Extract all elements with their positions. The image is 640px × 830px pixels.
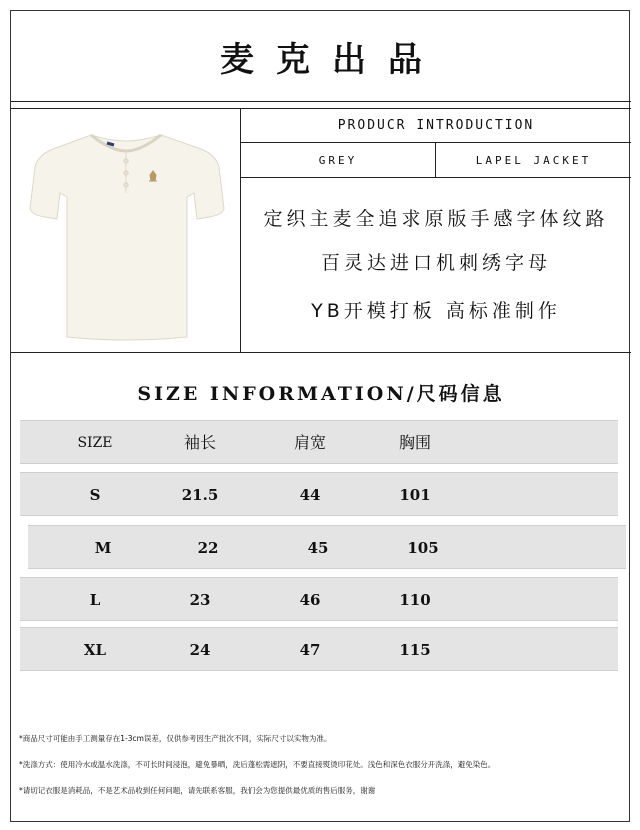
product-attributes <box>241 143 631 178</box>
service-note: *请切记衣服是消耗品，不是艺术品收到任何问题，请先联系客服，我们会为您提供最优质的售后服务，谢谢 <box>19 786 376 795</box>
chest-cell: 115 <box>399 641 431 659</box>
header-chest: 胸围 <box>398 433 431 452</box>
product-image <box>11 109 241 352</box>
shoulder-cell: 44 <box>299 486 321 504</box>
product-desc-line: YB开模打板 高标准制作 <box>311 300 561 322</box>
sleeve-cell: 21.5 <box>181 486 219 504</box>
product-desc-line: 定织主麦全追求原版手感字体纹路 <box>263 208 609 230</box>
shoulder-cell: 46 <box>299 591 321 609</box>
sleeve-cell: 24 <box>189 641 211 659</box>
washing-note: *洗涤方式：使用冷水或温水洗涤，不可长时间浸泡，避免暴晒，洗后蓬松需遮阴，不要直接熨烫印花处。浅色和深色衣服分开洗涤，避免染色。 <box>19 760 496 769</box>
product-style: LAPEL JACKET <box>475 154 592 167</box>
shoulder-cell: 47 <box>299 641 321 659</box>
size-table-row <box>20 472 618 516</box>
measurement-note: *商品尺寸可能由手工测量存在1-3cm误差，仅供参考因生产批次不同，实际尺寸以实物为准。 <box>19 734 332 743</box>
shoulder-cell: 45 <box>307 539 329 557</box>
size-table-row <box>20 577 618 621</box>
size-cell: S <box>89 486 101 504</box>
sleeve-cell: 23 <box>189 591 211 609</box>
product-desc-line: 百灵达进口机刺绣字母 <box>320 252 551 274</box>
product-color: GREY <box>241 143 436 178</box>
chest-cell: 105 <box>407 539 439 557</box>
header-size: SIZE <box>77 435 113 451</box>
chest-cell: 110 <box>399 591 431 609</box>
product-intro-heading: PRODUCR INTRODUCTION <box>241 109 631 143</box>
size-cell: XL <box>83 641 107 659</box>
size-table-row <box>28 525 626 569</box>
page-frame <box>10 10 630 822</box>
product-info <box>241 109 631 352</box>
shirt-illustration <box>11 109 240 352</box>
title-divider <box>11 101 631 102</box>
brand-title: 麦克出品 <box>220 39 444 80</box>
size-table-header <box>20 420 618 464</box>
product-section <box>11 108 631 353</box>
size-cell: M <box>94 539 112 557</box>
header-shoulder: 肩宽 <box>293 433 326 452</box>
header-sleeve: 袖长 <box>183 433 216 452</box>
size-section-title: SIZE INFORMATION/尺码信息 <box>137 383 505 405</box>
sleeve-cell: 22 <box>197 539 219 557</box>
size-cell: L <box>89 591 101 609</box>
chest-cell: 101 <box>399 486 431 504</box>
page-title <box>11 11 631 101</box>
size-table-row <box>20 627 618 671</box>
